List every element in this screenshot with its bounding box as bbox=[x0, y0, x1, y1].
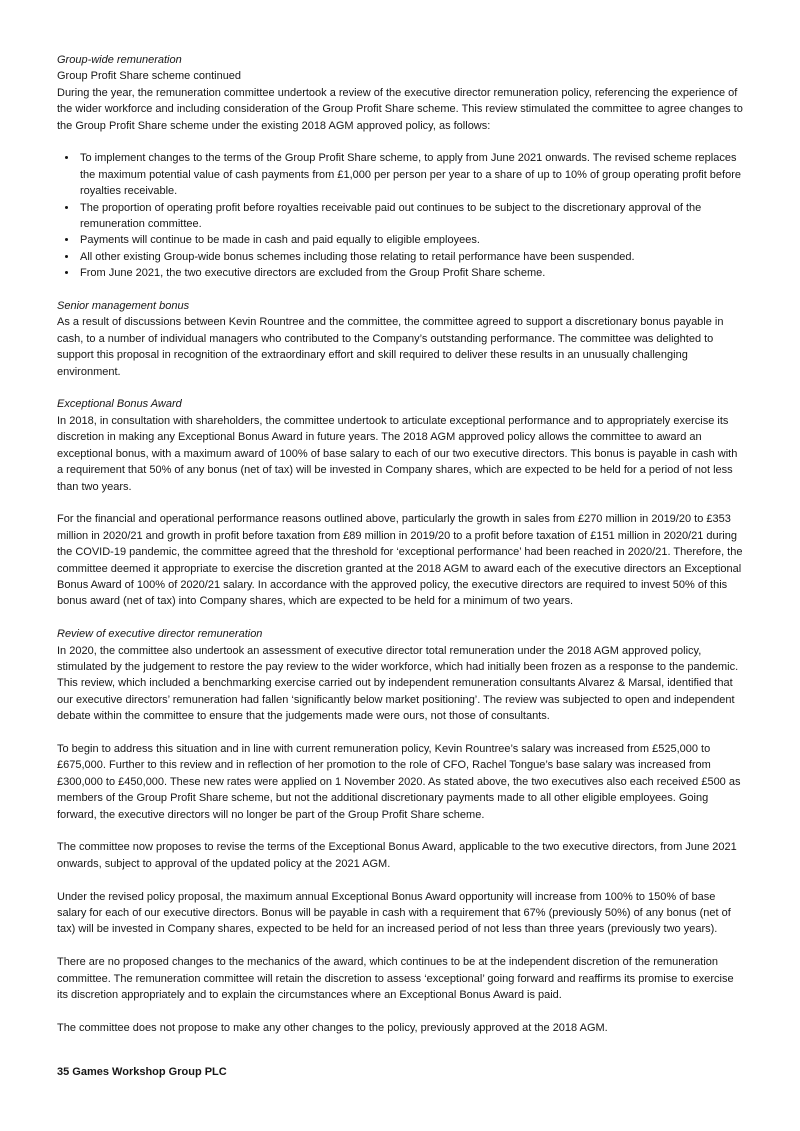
bullet-item: • To implement changes to the terms of the Group Profit Share scheme, to apply from June 2021 onwards. The revised scheme replaces the maximum potential value of cash payments from £1,000 per person per year to a share of up to 10% of group operating profit before royalties receivable. bbox=[78, 150, 744, 199]
section-group-wide-remuneration bbox=[57, 52, 744, 282]
bullet-item: • Payments will continue to be made in cash and paid equally to eligible employees. bbox=[78, 232, 744, 248]
page-footer: 35 Games Workshop Group PLC bbox=[57, 1066, 227, 1078]
paragraph-salary-increases: To begin to address this situation and in line with current remuneration policy, Kevin Rountree’s salary was increased from £525,000 to £675,000. Further to this review and in reflection of her promotion to the role of CFO, Rachel Tongue’s base salary was increased from £300,000 to £450,000. These new rates were applied on 1 November 2020. As stated above, the two executives also each received £500 as members of the Group Profit Share scheme, but not the additional discretionary payments made to all other eligible employees. Going forward, the executive directors will no longer be part of the Group Profit Share scheme. bbox=[57, 742, 741, 821]
section-heading-senior-management-bonus: Senior management bonus bbox=[57, 300, 190, 313]
bullet-item: • The proportion of operating profit before royalties receivable paid out continues to be subject to the discretionary approval of the remuneration committee. bbox=[78, 200, 744, 233]
paragraph-review-assessment: In 2020, the committee also undertook an assessment of executive director total remuneration under the 2018 AGM approved policy, stimulated by the judgement to restore the pay review to the wider workforce, which had initially been frozen as a response to the pandemic. This review, which included a benchmarking exercise carried out by independent remuneration consultants Alvarez & Marsal, identified that our executive directors’ remuneration had fallen ‘significantly below market positioning’. The review was subjected to open and independent debate within the committee to ensure that the judgements made were ours, not those of consultants. bbox=[57, 644, 739, 723]
section-heading-exceptional-bonus-award: Exceptional Bonus Award bbox=[57, 398, 182, 411]
paragraph-revised-policy-detail: Under the revised policy proposal, the maximum annual Exceptional Bonus Award opportunity will increase from 100% to 150% of base salary for each of our executive directors. Bonus will be payable in cash with a requirement that 67% (previously 50%) of any bonus (net of tax) will be invested in Company shares, expected to be held for an increased period of not less than three years (previously two years). bbox=[57, 890, 731, 936]
paragraph-senior-management-bonus: As a result of discussions between Kevin Rountree and the committee, the committee agreed to support a discretionary bonus payable in cash, to a number of individual managers who contributed to the Company’s outstanding performance. The committee was delighted to support this proposal in recognition of the extraordinary effort and skill required to deliver these results in an unusually challenging environment. bbox=[57, 316, 724, 378]
bullet-item: • All other existing Group-wide bonus schemes including those relating to retail performance have been suspended. bbox=[78, 249, 744, 265]
paragraph-proposed-revision: The committee now proposes to revise the terms of the Exceptional Bonus Award, applicable to the two executive directors, from June 2021 onwards, subject to approval of the updated policy at the 2021 AGM. bbox=[57, 841, 737, 870]
paragraph-no-mechanics-changes: There are no proposed changes to the mechanics of the award, which continues to be at the independent discretion of the remuneration committee. The remuneration committee will retain the discretion to assess ‘exceptional’ going forward and reaffirms its promise to exercise its discretion appropriately and to explain the circumstances where an Exceptional Bonus Award is paid. bbox=[57, 956, 734, 1002]
bullet-list-profit-share-changes bbox=[57, 150, 744, 281]
paragraph-no-other-changes: The committee does not propose to make any other changes to the policy, previously approved at the 2018 AGM. bbox=[57, 1021, 608, 1034]
section-senior-management-bonus bbox=[57, 298, 744, 380]
section-subheading-profit-share-continued: Group Profit Share scheme continued bbox=[57, 70, 242, 83]
section-heading-review-executive-remuneration: Review of executive director remuneration bbox=[57, 628, 263, 641]
bullet-item: • From June 2021, the two executive directors are excluded from the Group Profit Share scheme. bbox=[78, 265, 744, 281]
paragraph-profit-share-intro: During the year, the remuneration committee undertook a review of the executive director remuneration policy, referencing the experience of the wider workforce and including consideration of the Group Profit Share scheme. This review stimulated the committee to agree changes to the Group Profit Share scheme under the existing 2018 AGM approved policy, as follows: bbox=[57, 86, 743, 132]
document-body bbox=[57, 52, 744, 1036]
section-heading-group-wide-remuneration: Group-wide remuneration bbox=[57, 54, 182, 66]
section-exceptional-bonus-award bbox=[57, 396, 744, 609]
section-review-executive-remuneration bbox=[57, 626, 744, 1036]
paragraph-exceptional-bonus-performance: For the financial and operational performance reasons outlined above, particularly the growth in sales from £270 million in 2019/20 to £353 million in 2020/21 and growth in profit before taxation from £89 million in 2019/20 to a profit before taxation of £151 million in 2020/21 during the COVID-19 pandemic, the committee agreed that the threshold for ‘exceptional performance’ had been reached in 2020/21. Therefore, the committee deemed it appropriate to exercise the discretion granted at the 2018 AGM to award each of the executive directors an Exceptional Bonus Award of 100% of 2020/21 salary. In accordance with the approved policy, the executive directors are required to invest 50% of this bonus award (net of tax) into Company shares, which are expected to be held for a minimum of two years. bbox=[57, 513, 743, 608]
paragraph-exceptional-bonus-policy: In 2018, in consultation with shareholders, the committee undertook to articulate exceptional performance and to appropriately exercise its discretion in making any Exceptional Bonus Award in future years. The 2018 AGM approved policy allows the committee to award an exceptional bonus, with a maximum award of 100% of base salary to each of our two executive directors. This bonus is payable in cash with a requirement that 50% of any bonus (net of tax) will be invested in Company shares, which are expected to be held for a period of not less than two years. bbox=[57, 414, 738, 493]
